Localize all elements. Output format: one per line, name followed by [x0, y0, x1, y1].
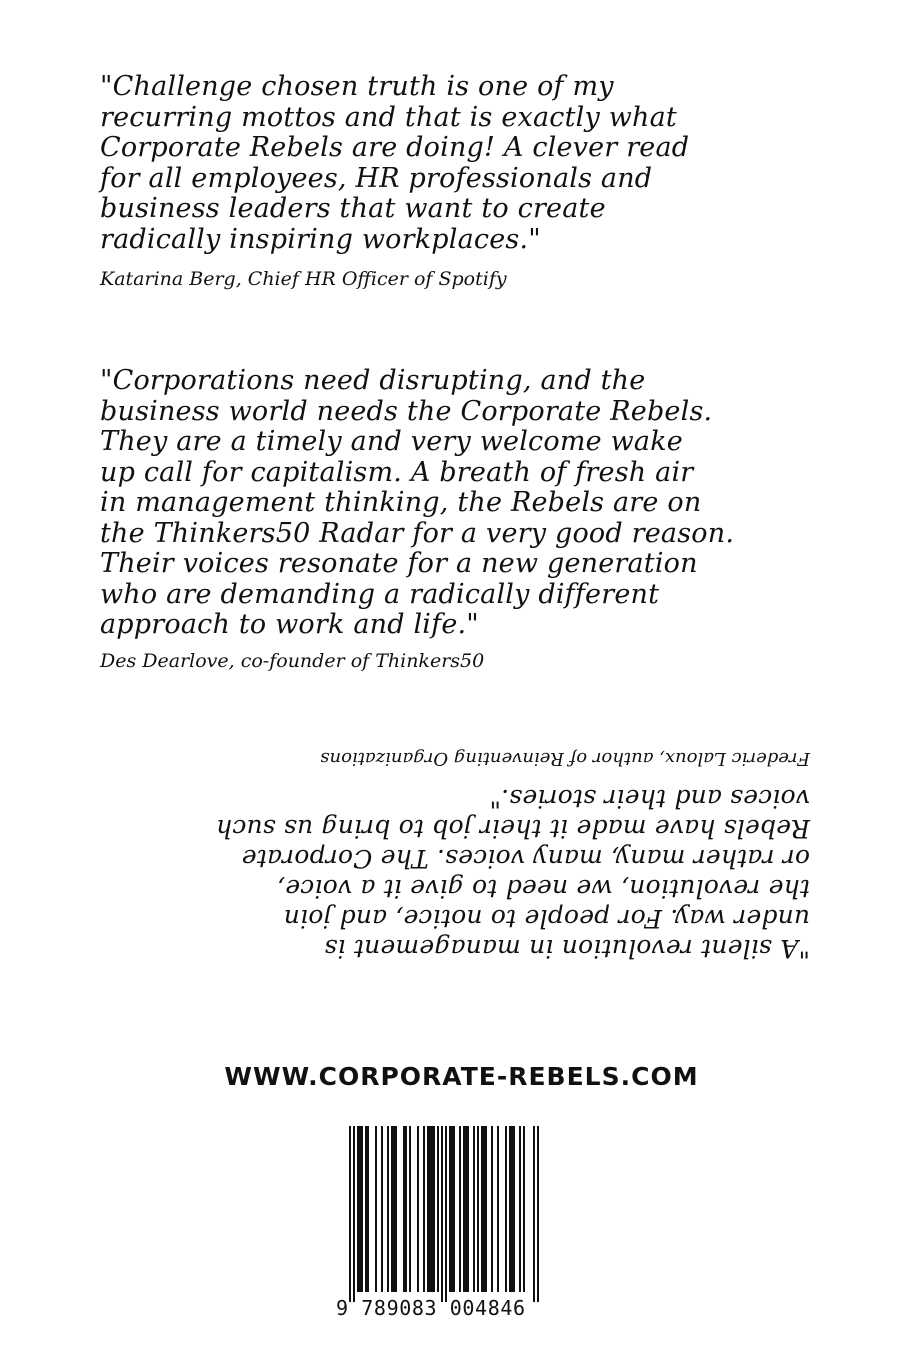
quote-line: under way. For people to notice, and join: [283, 904, 810, 933]
barcode-bar: [453, 1126, 455, 1292]
quote-line: or rather many, many voices. The Corporate: [241, 844, 810, 873]
barcode-bars: [340, 1124, 548, 1302]
barcode-bar: [465, 1126, 467, 1292]
barcode-guard-bar: [349, 1126, 351, 1302]
quote-frederic-laloux: [215, 783, 810, 963]
quote-katarina-berg: [100, 72, 740, 255]
barcode-bar: [485, 1126, 487, 1292]
barcode-bar: [387, 1126, 389, 1292]
barcode-bar: [451, 1126, 453, 1292]
barcode-bar: [367, 1126, 369, 1292]
quote-line: who are demanding a radically different: [100, 578, 660, 610]
barcode-bar: [519, 1126, 521, 1292]
barcode-bar: [511, 1126, 513, 1292]
barcode-bar: [473, 1126, 475, 1292]
barcode-bar: [477, 1126, 479, 1292]
quote-line: radically inspiring workplaces.": [100, 223, 541, 255]
quote-line: for all employees, HR professionals and: [100, 162, 653, 194]
barcode-bar: [357, 1126, 359, 1292]
barcode-bar: [431, 1126, 433, 1292]
quote-line: "Challenge chosen truth is one of my: [100, 71, 614, 102]
barcode-bar: [523, 1126, 525, 1292]
barcode-bar: [391, 1126, 393, 1292]
barcode-bar: [405, 1126, 407, 1292]
quote-line: Corporate Rebels are doing! A clever read: [100, 132, 690, 163]
barcode-bar: [361, 1126, 363, 1292]
isbn-number: 9 789083 004846: [336, 1296, 526, 1320]
attribution-des-dearlove: Des Dearlove, co-founder of Thinkers50: [100, 650, 485, 672]
barcode-bar: [395, 1126, 397, 1292]
quote-line: in management thinking, the Rebels are on: [100, 487, 702, 518]
barcode-bar: [491, 1126, 493, 1292]
barcode-bar: [409, 1126, 411, 1292]
barcode-bar: [381, 1126, 383, 1292]
barcode-bar: [505, 1126, 507, 1292]
inverted-quote-block: [215, 748, 810, 963]
quote-line: voices and their stories.": [489, 784, 810, 813]
barcode-bar: [483, 1126, 485, 1292]
barcode-guard-bar: [441, 1126, 443, 1302]
quote-line: "A silent revolution in management is: [324, 934, 810, 963]
quote-line: approach to work and life.": [100, 609, 479, 640]
quote-line: business world needs the Corporate Rebels.: [100, 395, 713, 427]
barcode-bar: [509, 1126, 511, 1292]
website-url: WWW.CORPORATE-REBELS.COM: [224, 1062, 699, 1091]
barcode-bar: [449, 1126, 451, 1292]
quote-line: "Corporations need disrupting, and the: [100, 365, 646, 396]
barcode-bar: [467, 1126, 469, 1292]
barcode-bar: [365, 1126, 367, 1292]
quote-line: business leaders that want to create: [100, 193, 606, 224]
quote-line: the revolution, we need to give it a voice,: [276, 874, 810, 903]
quote-line: They are a timely and very welcome wake: [100, 426, 683, 457]
attribution-frederic-laloux: Frederic Laloux, author of Reinventing Organizations: [320, 748, 810, 769]
barcode: [340, 1124, 548, 1302]
barcode-bar: [437, 1126, 439, 1292]
barcode-guard-bar: [353, 1126, 355, 1302]
barcode-bar: [481, 1126, 483, 1292]
quote-line: up call for capitalism. A breath of fresh air: [100, 456, 694, 488]
barcode-bar: [375, 1126, 377, 1292]
quote-line: Their voices resonate for a new generation: [100, 548, 698, 579]
barcode-bar: [497, 1126, 499, 1292]
attribution-katarina-berg: Katarina Berg, Chief HR Officer of Spotify: [100, 268, 507, 290]
barcode-bar: [359, 1126, 361, 1292]
barcode-bar: [417, 1126, 419, 1292]
quote-des-dearlove: [100, 366, 740, 641]
barcode-bar: [463, 1126, 465, 1292]
barcode-bar: [459, 1126, 461, 1292]
barcode-bar: [429, 1126, 431, 1292]
quote-line: Rebels have made it their job to bring us such: [215, 814, 810, 843]
barcode-bar: [513, 1126, 515, 1292]
barcode-guard-bar: [537, 1126, 539, 1302]
barcode-bar: [403, 1126, 405, 1292]
barcode-guard-bar: [533, 1126, 535, 1302]
barcode-bar: [427, 1126, 429, 1292]
barcode-bar: [423, 1126, 425, 1292]
quote-line: recurring mottos and that is exactly what: [100, 101, 677, 133]
barcode-guard-bar: [445, 1126, 447, 1302]
quote-line: the Thinkers50 Radar for a very good reason.: [100, 517, 735, 549]
barcode-bar: [393, 1126, 395, 1292]
barcode-bar: [433, 1126, 435, 1292]
